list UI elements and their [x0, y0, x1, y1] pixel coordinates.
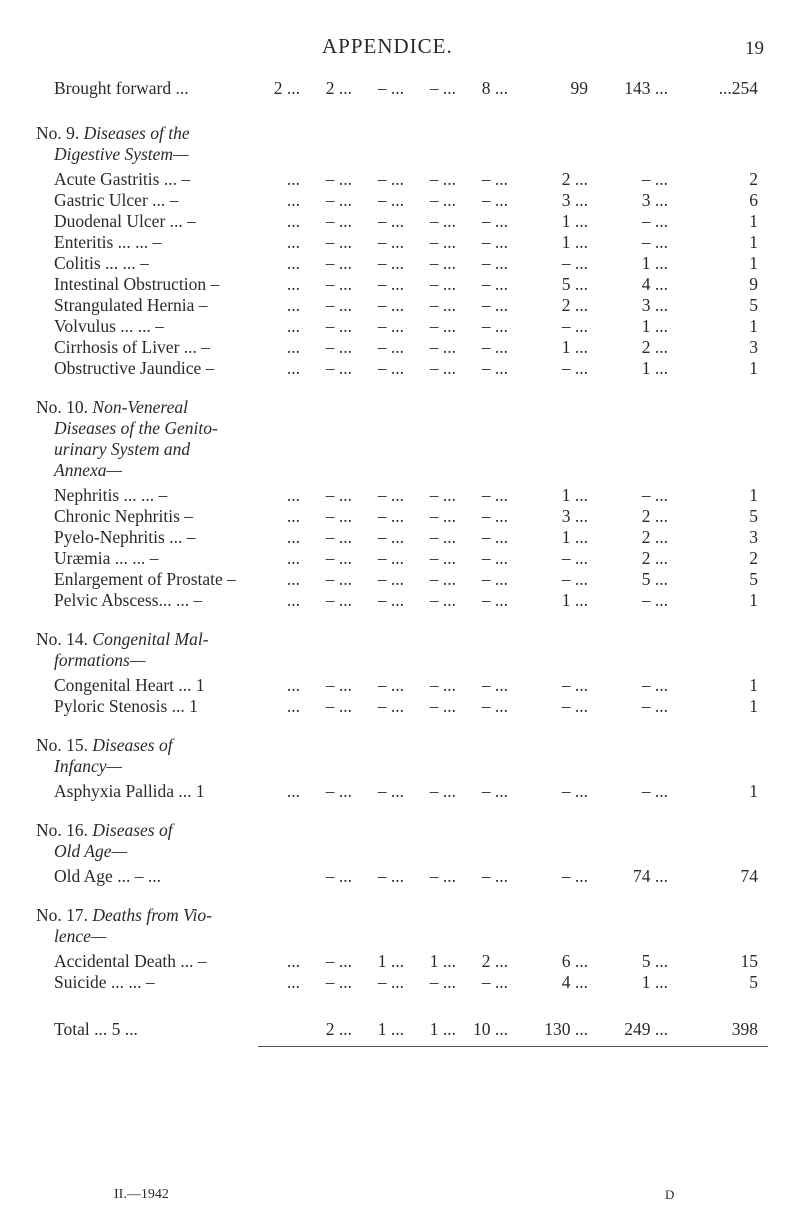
row-value: 1 ... — [641, 358, 668, 378]
row-value: 5 — [749, 295, 758, 315]
row-value: 6 — [749, 190, 758, 210]
table-row — [0, 295, 801, 316]
section-heading-title: Diseases of the — [83, 123, 190, 143]
row-value: – ... — [641, 211, 668, 231]
row-value: 74 ... — [633, 866, 668, 886]
spacer — [0, 1011, 801, 1019]
row-label: Strangulated Hernia – — [54, 295, 208, 315]
row-value: 1 — [749, 485, 758, 505]
row-value: 3 — [749, 527, 758, 547]
row-value: ...254 — [718, 78, 758, 98]
row-value: – ... — [641, 781, 668, 801]
row-value: – ... — [377, 548, 404, 568]
row-value: – ... — [481, 295, 508, 315]
row-value: 2 ... — [325, 1019, 352, 1039]
row-value: 9 — [749, 274, 758, 294]
row-value: 1 — [749, 358, 758, 378]
row-value: – ... — [641, 232, 668, 252]
spacer — [0, 887, 801, 905]
row-value: – ... — [325, 951, 352, 971]
row-value: – ... — [325, 781, 352, 801]
section-heading — [0, 841, 801, 862]
row-value: 1 — [749, 590, 758, 610]
row-value: – ... — [377, 485, 404, 505]
row-value: ... — [286, 590, 300, 610]
row-value: – ... — [561, 316, 588, 336]
row-value: – ... — [377, 232, 404, 252]
row-value: 2 — [749, 169, 758, 189]
row-value: – ... — [377, 169, 404, 189]
row-value: 398 — [731, 1019, 758, 1039]
mortality-table — [0, 78, 801, 1047]
row-value: – ... — [481, 232, 508, 252]
row-value: 3 — [749, 337, 758, 357]
table-row — [0, 675, 801, 696]
row-value: – ... — [325, 253, 352, 273]
table-row — [0, 190, 801, 211]
row-value: 2 ... — [273, 78, 300, 98]
row-value: – ... — [429, 696, 456, 716]
row-value: – ... — [481, 548, 508, 568]
section-heading — [0, 905, 801, 926]
row-label: Pyloric Stenosis ... 1 — [54, 696, 198, 716]
section-heading-text: urinary System and — [54, 439, 191, 459]
row-value: ... — [286, 951, 300, 971]
row-value: – ... — [325, 169, 352, 189]
row-value: 130 ... — [544, 1019, 588, 1039]
row-value: ... — [286, 232, 300, 252]
row-label: Nephritis ... ... – — [54, 485, 168, 505]
row-value: – ... — [325, 506, 352, 526]
row-value: – ... — [429, 337, 456, 357]
section-heading-title: Congenital Mal- — [92, 629, 209, 649]
row-value: 5 — [749, 972, 758, 992]
section-heading-text: No. 10. Non-Venereal — [36, 397, 188, 417]
row-value: ... — [286, 253, 300, 273]
table-row — [0, 866, 801, 887]
row-value: – ... — [481, 866, 508, 886]
row-value: 8 ... — [481, 78, 508, 98]
table-row — [0, 506, 801, 527]
table-row — [0, 951, 801, 972]
table-row — [0, 781, 801, 802]
row-value: 1 ... — [561, 232, 588, 252]
brought-forward-row — [0, 78, 801, 99]
row-value: – ... — [377, 527, 404, 547]
row-value: 1 ... — [377, 1019, 404, 1039]
row-value: – ... — [429, 316, 456, 336]
row-value: – ... — [429, 169, 456, 189]
section-heading — [0, 123, 801, 144]
row-value: – ... — [429, 190, 456, 210]
row-value: 4 ... — [641, 274, 668, 294]
row-label: Enteritis ... ... – — [54, 232, 162, 252]
row-label: Colitis ... ... – — [54, 253, 149, 273]
row-value: 2 ... — [325, 78, 352, 98]
row-value: – ... — [429, 232, 456, 252]
row-value: ... — [286, 569, 300, 589]
row-value: – ... — [377, 972, 404, 992]
row-value: 5 — [749, 506, 758, 526]
row-value: – ... — [641, 590, 668, 610]
table-row — [0, 972, 801, 993]
page-number: 19 — [745, 38, 764, 59]
row-value: – ... — [429, 78, 456, 98]
row-value: – ... — [481, 316, 508, 336]
row-value: 2 — [749, 548, 758, 568]
row-value: – ... — [481, 274, 508, 294]
row-value: – ... — [377, 78, 404, 98]
row-value: 1 — [749, 316, 758, 336]
row-value: 1 ... — [429, 1019, 456, 1039]
row-value: ... — [286, 358, 300, 378]
row-label: Cirrhosis of Liver ... – — [54, 337, 211, 357]
section-heading — [0, 397, 801, 418]
spacer — [0, 717, 801, 735]
row-value: – ... — [429, 506, 456, 526]
row-value: – ... — [377, 358, 404, 378]
row-value: – ... — [325, 569, 352, 589]
spacer — [0, 99, 801, 123]
row-value: – ... — [325, 358, 352, 378]
section-heading-text: No. 16. Diseases of — [36, 820, 173, 840]
row-value: 1 — [749, 211, 758, 231]
row-label: Total ... 5 ... — [54, 1019, 138, 1039]
row-value: 4 ... — [561, 972, 588, 992]
row-label: Acute Gastritis ... – — [54, 169, 191, 189]
printer-signature: II.—1942 — [114, 1187, 169, 1202]
row-value: 1 ... — [641, 316, 668, 336]
row-value: ... — [286, 506, 300, 526]
row-value: – ... — [377, 506, 404, 526]
section-heading — [0, 820, 801, 841]
row-value: – ... — [481, 253, 508, 273]
row-value: ... — [286, 781, 300, 801]
section-heading-title: Diseases of — [92, 820, 173, 840]
row-value: – ... — [429, 485, 456, 505]
row-value: – ... — [325, 316, 352, 336]
row-value: 1 ... — [377, 951, 404, 971]
row-value: – ... — [429, 548, 456, 568]
row-value: 5 ... — [641, 951, 668, 971]
row-value: – ... — [325, 337, 352, 357]
row-value: – ... — [481, 675, 508, 695]
table-row — [0, 316, 801, 337]
row-value: – ... — [481, 358, 508, 378]
row-value: – ... — [377, 569, 404, 589]
row-value: 2 ... — [481, 951, 508, 971]
row-value: – ... — [561, 781, 588, 801]
row-value: 6 ... — [561, 951, 588, 971]
section-heading-text: Diseases of the Genito- — [54, 418, 218, 438]
table-row — [0, 548, 801, 569]
row-value: – ... — [325, 527, 352, 547]
row-value: – ... — [481, 972, 508, 992]
row-value: 3 ... — [641, 295, 668, 315]
row-value: – ... — [481, 169, 508, 189]
row-value: – ... — [481, 527, 508, 547]
section-heading — [0, 460, 801, 481]
row-value: – ... — [325, 485, 352, 505]
section-heading-title: Deaths from Vio- — [92, 905, 212, 925]
section-heading-text: No. 17. Deaths from Vio- — [36, 905, 212, 925]
row-value: – ... — [325, 972, 352, 992]
table-row — [0, 274, 801, 295]
row-value: – ... — [429, 358, 456, 378]
row-value: – ... — [429, 781, 456, 801]
section-heading — [0, 418, 801, 439]
row-value: – ... — [377, 211, 404, 231]
row-value: – ... — [377, 675, 404, 695]
row-value: – ... — [481, 506, 508, 526]
row-value: ... — [286, 485, 300, 505]
row-value: 2 ... — [641, 548, 668, 568]
table-row — [0, 358, 801, 379]
row-value: – ... — [641, 169, 668, 189]
spacer — [0, 379, 801, 397]
row-value: ... — [286, 169, 300, 189]
row-value: – ... — [561, 569, 588, 589]
gathering-mark: D — [665, 1187, 675, 1202]
total-row — [0, 1019, 801, 1040]
row-value: – ... — [429, 590, 456, 610]
row-value: – ... — [481, 781, 508, 801]
row-value: ... — [286, 696, 300, 716]
row-value: 74 — [740, 866, 758, 886]
section-heading-text: Digestive System— — [54, 144, 189, 164]
row-label: Suicide ... ... – — [54, 972, 155, 992]
row-label: Pelvic Abscess... ... – — [54, 590, 203, 610]
row-value: – ... — [325, 675, 352, 695]
row-value: – ... — [377, 781, 404, 801]
row-value: – ... — [481, 696, 508, 716]
row-value: – ... — [561, 253, 588, 273]
row-value: 5 ... — [561, 274, 588, 294]
spacer — [0, 611, 801, 629]
row-value: – ... — [429, 527, 456, 547]
row-value: ... — [286, 527, 300, 547]
row-value: – ... — [377, 866, 404, 886]
row-value: – ... — [561, 358, 588, 378]
row-value: – ... — [481, 485, 508, 505]
row-value: 1 — [749, 675, 758, 695]
section-heading-text: No. 15. Diseases of — [36, 735, 173, 755]
row-label: Duodenal Ulcer ... – — [54, 211, 196, 231]
row-value: – ... — [377, 696, 404, 716]
row-value: 1 ... — [561, 211, 588, 231]
table-row — [0, 485, 801, 506]
row-value: 1 ... — [561, 527, 588, 547]
row-value: – ... — [561, 675, 588, 695]
section-heading — [0, 650, 801, 671]
row-value: ... — [286, 337, 300, 357]
row-value: – ... — [561, 866, 588, 886]
table-row — [0, 232, 801, 253]
row-value: – ... — [429, 972, 456, 992]
row-label: Accidental Death ... – — [54, 951, 207, 971]
row-value: – ... — [377, 590, 404, 610]
row-value: – ... — [429, 569, 456, 589]
row-value: 1 ... — [641, 253, 668, 273]
page-title: APPENDICE. — [322, 34, 453, 58]
row-value: 5 ... — [641, 569, 668, 589]
row-value: 1 ... — [561, 485, 588, 505]
section-heading — [0, 756, 801, 777]
row-value: – ... — [481, 569, 508, 589]
row-value: – ... — [429, 866, 456, 886]
row-value: – ... — [325, 274, 352, 294]
row-value: 3 ... — [561, 190, 588, 210]
section-heading-title: Diseases of — [92, 735, 173, 755]
row-value: 3 ... — [641, 190, 668, 210]
row-label: Enlargement of Prostate – — [54, 569, 236, 589]
row-value: – ... — [377, 274, 404, 294]
row-label: Gastric Ulcer ... – — [54, 190, 179, 210]
row-value: – ... — [377, 190, 404, 210]
row-value: 15 — [740, 951, 758, 971]
row-value: 1 — [749, 232, 758, 252]
row-value: – ... — [377, 337, 404, 357]
row-value: 3 ... — [561, 506, 588, 526]
row-value: – ... — [325, 232, 352, 252]
row-value: 2 ... — [641, 527, 668, 547]
section-heading-text: Old Age— — [54, 841, 128, 861]
row-value: 2 ... — [561, 295, 588, 315]
row-value: 2 ... — [641, 337, 668, 357]
row-value: ... — [286, 548, 300, 568]
section-heading — [0, 735, 801, 756]
section-heading-text: formations— — [54, 650, 146, 670]
row-value: – ... — [325, 295, 352, 315]
row-value: – ... — [377, 253, 404, 273]
page-header — [0, 34, 801, 64]
row-value: – ... — [561, 696, 588, 716]
row-value: – ... — [325, 590, 352, 610]
table-row — [0, 253, 801, 274]
row-value: – ... — [561, 548, 588, 568]
row-value: – ... — [377, 316, 404, 336]
table-row — [0, 569, 801, 590]
row-value: 99 — [570, 78, 588, 98]
row-value: – ... — [481, 211, 508, 231]
row-value: ... — [286, 295, 300, 315]
row-value: – ... — [429, 253, 456, 273]
row-value: ... — [286, 972, 300, 992]
row-value: – ... — [481, 337, 508, 357]
table-row — [0, 337, 801, 358]
row-value: 2 ... — [561, 169, 588, 189]
section-heading-text: No. 9. Diseases of the — [36, 123, 190, 143]
row-value: – ... — [641, 696, 668, 716]
row-value: – ... — [481, 190, 508, 210]
row-value: – ... — [429, 675, 456, 695]
row-value: 1 — [749, 696, 758, 716]
row-value: ... — [286, 675, 300, 695]
section-heading-text: Infancy— — [54, 756, 123, 776]
row-value: 2 ... — [641, 506, 668, 526]
row-value: 1 — [749, 253, 758, 273]
row-label: Old Age ... – ... — [54, 866, 161, 886]
row-value: 1 ... — [561, 337, 588, 357]
section-heading — [0, 629, 801, 650]
row-value: 5 — [749, 569, 758, 589]
row-value: 10 ... — [473, 1019, 508, 1039]
total-rule — [258, 1046, 768, 1047]
row-value: – ... — [325, 696, 352, 716]
section-heading — [0, 926, 801, 947]
row-value: ... — [286, 211, 300, 231]
section-heading — [0, 439, 801, 460]
row-value: – ... — [325, 866, 352, 886]
table-row — [0, 696, 801, 717]
row-value: – ... — [325, 190, 352, 210]
section-heading-text: lence— — [54, 926, 107, 946]
row-value: 249 ... — [624, 1019, 668, 1039]
row-value: – ... — [481, 590, 508, 610]
row-value: 1 ... — [561, 590, 588, 610]
row-value: 1 — [749, 781, 758, 801]
table-row — [0, 590, 801, 611]
row-value: – ... — [641, 675, 668, 695]
row-label: Pyelo-Nephritis ... – — [54, 527, 196, 547]
section-heading-text: No. 14. Congenital Mal- — [36, 629, 209, 649]
row-value: ... — [286, 190, 300, 210]
row-value: 143 ... — [624, 78, 668, 98]
spacer — [0, 802, 801, 820]
row-value: – ... — [641, 485, 668, 505]
row-value: ... — [286, 316, 300, 336]
table-row — [0, 169, 801, 190]
row-value: – ... — [429, 274, 456, 294]
row-label: Uræmia ... ... – — [54, 548, 159, 568]
table-row — [0, 527, 801, 548]
row-value: 1 ... — [641, 972, 668, 992]
row-value: 1 ... — [429, 951, 456, 971]
row-value: – ... — [429, 211, 456, 231]
row-value: – ... — [429, 295, 456, 315]
table-row — [0, 211, 801, 232]
row-label: Volvulus ... ... – — [54, 316, 165, 336]
spacer — [0, 993, 801, 1011]
row-label: Chronic Nephritis – — [54, 506, 194, 526]
row-label: Brought forward ... — [54, 78, 189, 98]
row-label: Asphyxia Pallida ... 1 — [54, 781, 205, 801]
row-label: Congenital Heart ... 1 — [54, 675, 205, 695]
section-heading-text: Annexa— — [54, 460, 123, 480]
row-value: – ... — [325, 211, 352, 231]
section-heading-title: Non-Venereal — [92, 397, 188, 417]
row-value: – ... — [377, 295, 404, 315]
row-value: – ... — [325, 548, 352, 568]
row-label: Intestinal Obstruction – — [54, 274, 220, 294]
section-heading — [0, 144, 801, 165]
row-value: ... — [286, 274, 300, 294]
row-label: Obstructive Jaundice – — [54, 358, 215, 378]
